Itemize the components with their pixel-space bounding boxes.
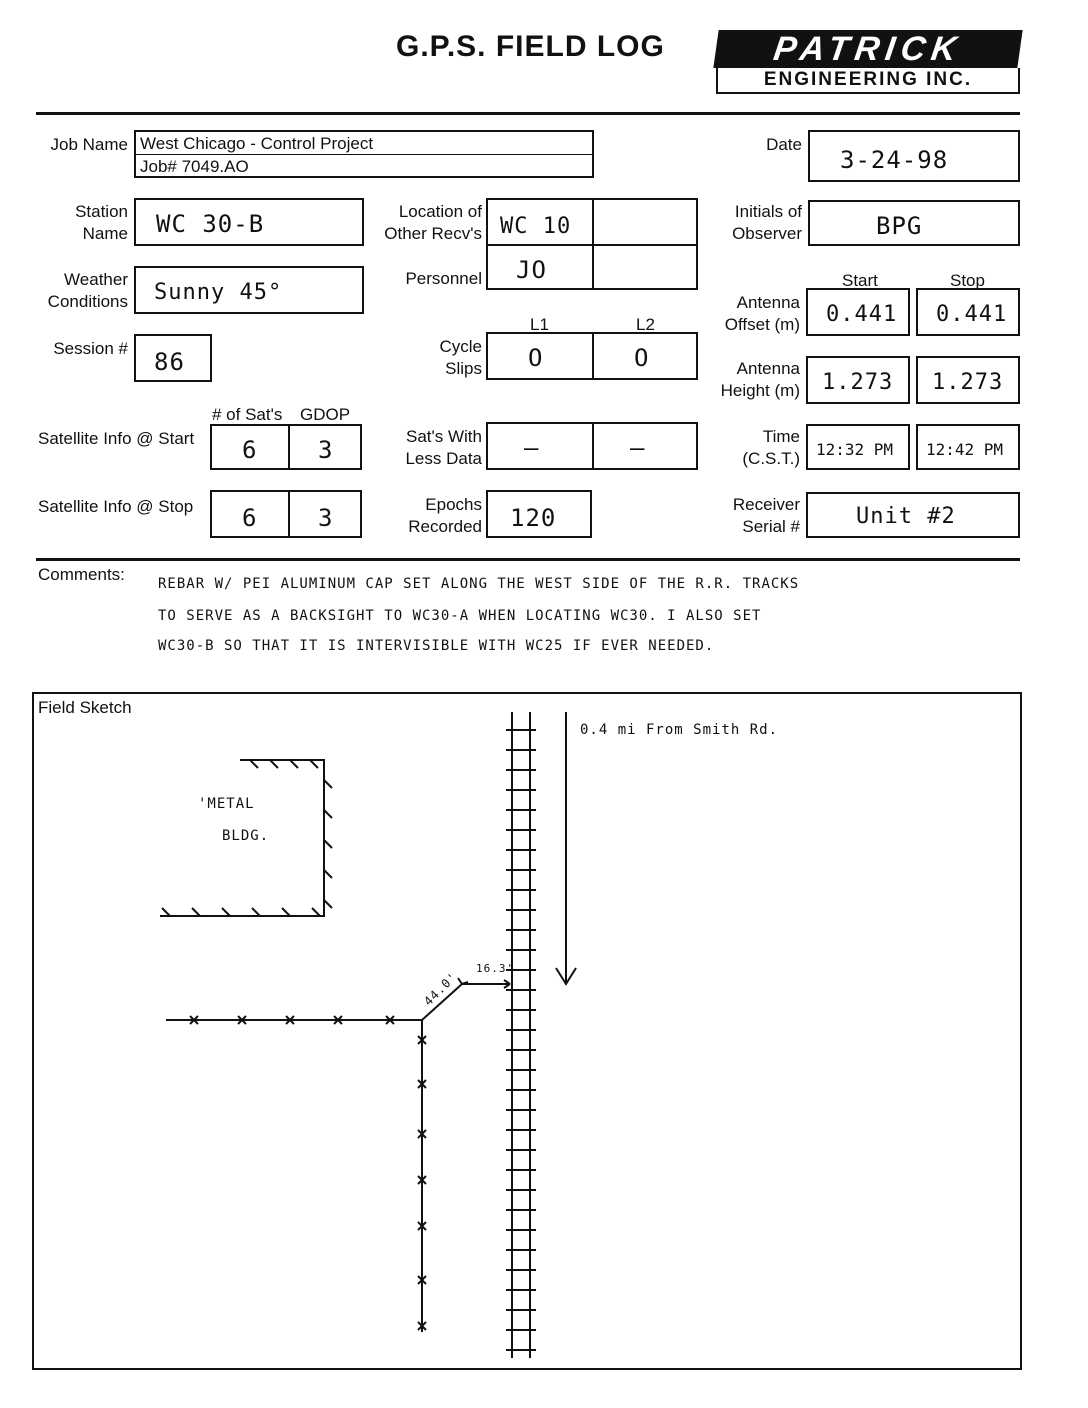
sats-start-value: 6 [242, 436, 258, 464]
time-start-value: 12:32 PM [816, 440, 894, 459]
label-sat-info-stop: Satellite Info @ Stop [38, 497, 194, 516]
cycle-l2-value: O [634, 344, 650, 372]
logo-wordmark: PATRICK [713, 30, 1022, 68]
label-antenna-height: Antenna Height (m) [720, 359, 800, 400]
label-comments: Comments: [38, 565, 125, 584]
job-name-line2: Job# 7049.AO [140, 157, 249, 176]
direction-arrow [556, 712, 576, 984]
comment-line-2: TO SERVE AS A BACKSIGHT TO WC30-A WHEN LOCATING WC30. I ALSO SET [158, 608, 762, 624]
cycle-l1-value: O [528, 344, 544, 372]
label-field-sketch: Field Sketch [38, 698, 132, 717]
logo-subtitle: ENGINEERING INC. [716, 68, 1020, 94]
height-stop-value: 1.273 [932, 370, 1004, 395]
label-stop: Stop [950, 271, 985, 290]
job-name-line1: West Chicago - Control Project [140, 134, 374, 153]
less-data-l2-value: — [630, 434, 646, 462]
label-gdop: GDOP [300, 405, 351, 424]
label-l2: L2 [636, 315, 655, 334]
form-title: G.P.S. FIELD LOG [396, 30, 665, 63]
dimension-16: 16.3' [476, 962, 515, 975]
initials-value: BPG [876, 212, 923, 240]
building-label-2: BLDG. [222, 828, 270, 844]
label-receiver-serial: Receiver Serial # [732, 495, 800, 536]
label-cycle-slips: Cycle Slips [439, 337, 482, 378]
personnel-value: JO [516, 256, 547, 284]
label-time-cst: Time (C.S.T.) [742, 427, 800, 468]
fence-marks [190, 1016, 426, 1330]
railroad-tracks [506, 712, 536, 1358]
label-personnel: Personnel [405, 269, 482, 288]
label-l1: L1 [530, 315, 549, 334]
session-value: 86 [154, 348, 185, 376]
offset-stop-value: 0.441 [936, 302, 1008, 327]
label-job-name: Job Name [50, 135, 128, 154]
height-start-value: 1.273 [822, 370, 894, 395]
weather-value: Sunny 45° [154, 280, 283, 305]
date-value: 3-24-98 [840, 146, 949, 174]
station-name-value: WC 30-B [156, 210, 265, 238]
label-antenna-offset: Antenna Offset (m) [724, 293, 800, 334]
location-other-value: WC 10 [500, 214, 572, 239]
sats-stop-value: 6 [242, 504, 258, 532]
label-location-other: Location of Other Recv's [384, 202, 482, 243]
label-session: Session # [53, 339, 128, 358]
fence-lines [166, 978, 510, 1332]
comment-line-1: REBAR W/ PEI ALUMINUM CAP SET ALONG THE WEST SIDE OF THE R.R. TRACKS [158, 576, 800, 592]
label-sats-less-data: Sat's With Less Data [405, 427, 482, 468]
label-date: Date [766, 135, 802, 154]
label-start: Start [842, 271, 878, 290]
comment-line-3: WC30-B SO THAT IT IS INTERVISIBLE WITH WC25 IF EVER NEEDED. [158, 638, 715, 654]
label-epochs-recorded: Epochs Recorded [408, 495, 482, 536]
label-station-name: Station Name [75, 202, 128, 243]
distance-note: 0.4 mi From Smith Rd. [580, 722, 779, 738]
label-initials-observer: Initials of Observer [732, 202, 802, 243]
label-weather: Weather Conditions [47, 270, 128, 311]
dimension-44: 44.0' [421, 969, 461, 1009]
label-sat-info-start: Satellite Info @ Start [38, 429, 195, 448]
receiver-value: Unit #2 [856, 504, 956, 529]
label-num-sats: # of Sat's [212, 405, 283, 424]
epochs-value: 120 [510, 504, 557, 532]
time-stop-value: 12:42 PM [926, 440, 1004, 459]
less-data-l1-value: — [524, 434, 540, 462]
gdop-start-value: 3 [318, 436, 334, 464]
building-label-1: 'METAL [198, 796, 255, 812]
gdop-stop-value: 3 [318, 504, 334, 532]
offset-start-value: 0.441 [826, 302, 898, 327]
